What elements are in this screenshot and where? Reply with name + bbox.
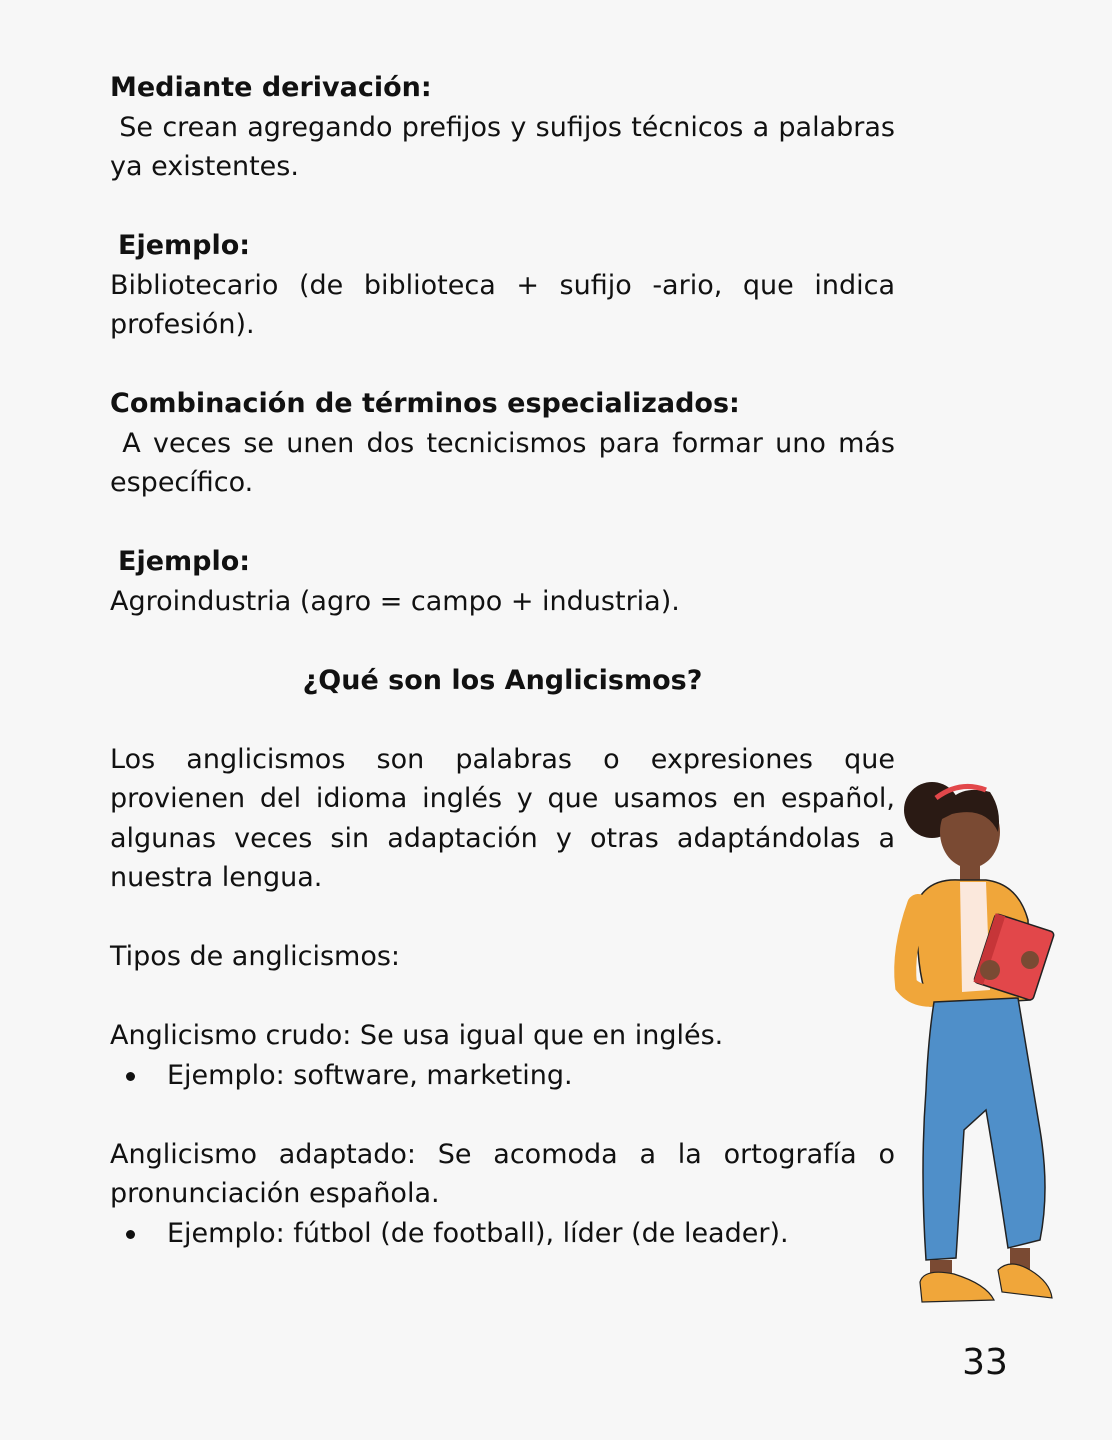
bullet-icon — [126, 1072, 135, 1081]
adaptado-example-list — [110, 1214, 895, 1254]
anglicismos-types-label: Tipos de anglicismos: — [110, 941, 400, 972]
text-column — [110, 68, 904, 1253]
anglicismo-adaptado: Anglicismo adaptado: Se acomoda a la ortografía o pronunciación española. — [110, 1138, 895, 1209]
list-item: Ejemplo: fútbol (de football), líder (de leader). — [110, 1214, 895, 1254]
combinacion-example-heading: Ejemplo: — [118, 546, 251, 577]
anglicismos-title: ¿Qué son los Anglicismos? — [302, 664, 703, 696]
combinacion-example-body: Agroindustria (agro = campo + industria). — [110, 585, 680, 617]
bullet-icon — [126, 1230, 135, 1239]
derivacion-example-heading: Ejemplo: — [118, 230, 251, 261]
derivacion-heading: Mediante derivación: — [110, 72, 432, 103]
crudo-example-list — [110, 1056, 895, 1096]
combinacion-body: A veces se unen dos tecnicismos para formar uno más específico. — [110, 427, 904, 498]
student-holding-book-illustration — [890, 770, 1080, 1330]
anglicismos-definition: Los anglicismos son palabras o expresiones que provienen del idioma inglés y que usamos en español, algunas veces sin adaptación y otras adaptándolas a nuestra lengua. — [110, 743, 895, 893]
list-item: Ejemplo: software, marketing. — [110, 1056, 895, 1096]
derivacion-example-body: Bibliotecario (de biblioteca + sufijo -ario, que indica profesión). — [110, 269, 895, 340]
combinacion-heading: Combinación de términos especializados: — [110, 388, 740, 419]
page-number: 33 — [962, 1342, 1008, 1383]
anglicismo-crudo: Anglicismo crudo: Se usa igual que en inglés. — [110, 1020, 724, 1051]
derivacion-body: Se crean agregando prefijos y sufijos técnicos a palabras ya existentes. — [110, 111, 904, 182]
